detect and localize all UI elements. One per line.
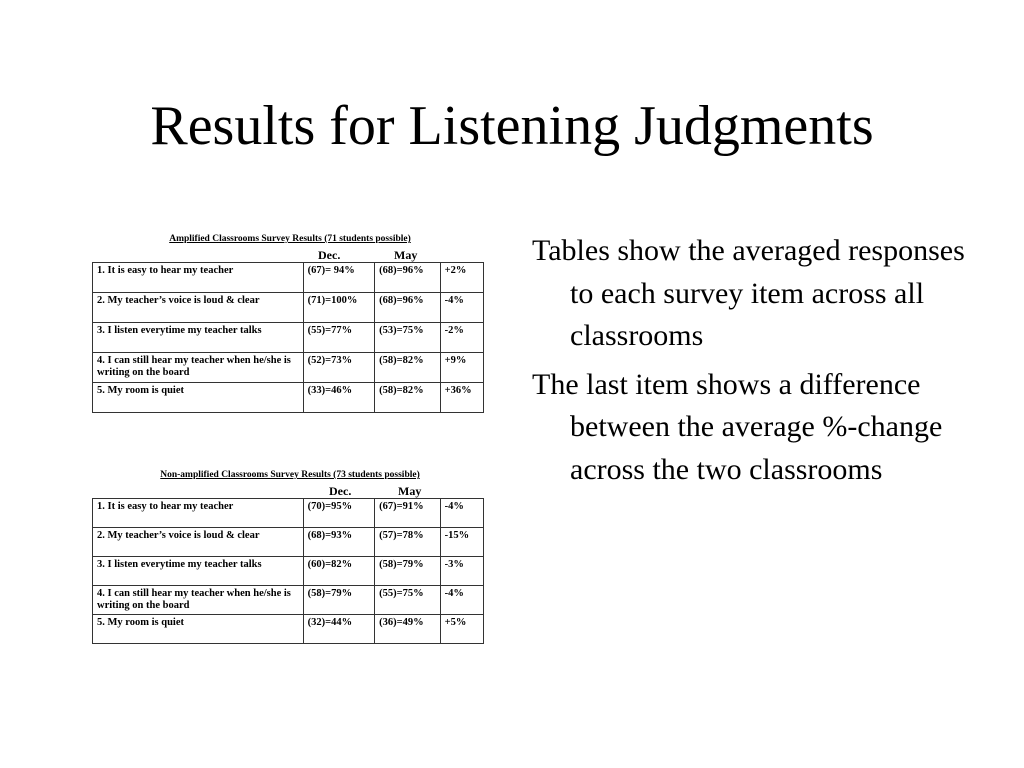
non-amplified-survey-caption: Non-amplified Classrooms Survey Results (73 students possible) <box>160 470 420 480</box>
table-row <box>93 528 484 557</box>
slide-title: Results for Listening Judgments <box>150 95 874 157</box>
table-row <box>93 323 484 353</box>
survey-item: 1. It is easy to hear my teacher <box>93 263 304 293</box>
dec-value: (33)=46% <box>303 383 375 413</box>
table-row <box>93 353 484 383</box>
may-value: (55)=75% <box>375 586 441 615</box>
survey-item: 2. My teacher’s voice is loud & clear <box>93 528 304 557</box>
non-amplified-survey-table <box>92 470 488 644</box>
change-value: +9% <box>440 353 483 383</box>
dec-value: (68)=93% <box>303 528 375 557</box>
amplified-survey-table <box>92 234 488 413</box>
dec-value: (70)=95% <box>303 499 375 528</box>
amplified-results-table <box>92 262 484 413</box>
may-value: (58)=79% <box>375 557 441 586</box>
dec-value: (71)=100% <box>303 293 375 323</box>
amplified-dec-header: Dec. <box>318 248 341 262</box>
change-value: +5% <box>440 615 483 644</box>
dec-value: (58)=79% <box>303 586 375 615</box>
amplified-column-headers <box>92 248 488 262</box>
table-row <box>93 586 484 615</box>
change-value: -4% <box>440 499 483 528</box>
note-last-item-difference: The last item shows a difference between the average %-change across the two classrooms <box>532 367 943 486</box>
amplified-survey-caption: Amplified Classrooms Survey Results (71 students possible) <box>169 234 411 244</box>
survey-item: 3. I listen everytime my teacher talks <box>93 557 304 586</box>
may-value: (36)=49% <box>375 615 441 644</box>
table-row <box>93 557 484 586</box>
may-value: (58)=82% <box>375 383 441 413</box>
change-value: -3% <box>440 557 483 586</box>
dec-value: (60)=82% <box>303 557 375 586</box>
table-row <box>93 499 484 528</box>
note-tables-explanation: Tables show the averaged responses to each survey item across all classrooms <box>532 234 965 353</box>
may-value: (53)=75% <box>375 323 441 353</box>
non-amplified-may-header: May <box>398 484 422 498</box>
change-value: +36% <box>440 383 483 413</box>
change-value: -15% <box>440 528 483 557</box>
dec-value: (32)=44% <box>303 615 375 644</box>
survey-item: 4. I can still hear my teacher when he/she is writing on the board <box>93 586 304 615</box>
amplified-may-header: May <box>394 248 418 262</box>
dec-value: (67)= 94% <box>303 263 375 293</box>
may-value: (68)=96% <box>375 293 441 323</box>
may-value: (67)=91% <box>375 499 441 528</box>
survey-item: 1. It is easy to hear my teacher <box>93 499 304 528</box>
non-amplified-results-table <box>92 498 484 644</box>
dec-value: (55)=77% <box>303 323 375 353</box>
survey-item: 2. My teacher’s voice is loud & clear <box>93 293 304 323</box>
change-value: +2% <box>440 263 483 293</box>
may-value: (68)=96% <box>375 263 441 293</box>
table-row <box>93 615 484 644</box>
non-amplified-column-headers <box>92 484 488 498</box>
change-value: -4% <box>440 293 483 323</box>
may-value: (58)=82% <box>375 353 441 383</box>
change-value: -4% <box>440 586 483 615</box>
survey-item: 5. My room is quiet <box>93 383 304 413</box>
slide-notes <box>532 230 982 498</box>
table-row <box>93 383 484 413</box>
survey-item: 5. My room is quiet <box>93 615 304 644</box>
may-value: (57)=78% <box>375 528 441 557</box>
survey-item: 3. I listen everytime my teacher talks <box>93 323 304 353</box>
change-value: -2% <box>440 323 483 353</box>
table-row <box>93 293 484 323</box>
dec-value: (52)=73% <box>303 353 375 383</box>
table-row <box>93 263 484 293</box>
survey-item: 4. I can still hear my teacher when he/she is writing on the board <box>93 353 304 383</box>
non-amplified-dec-header: Dec. <box>329 484 352 498</box>
